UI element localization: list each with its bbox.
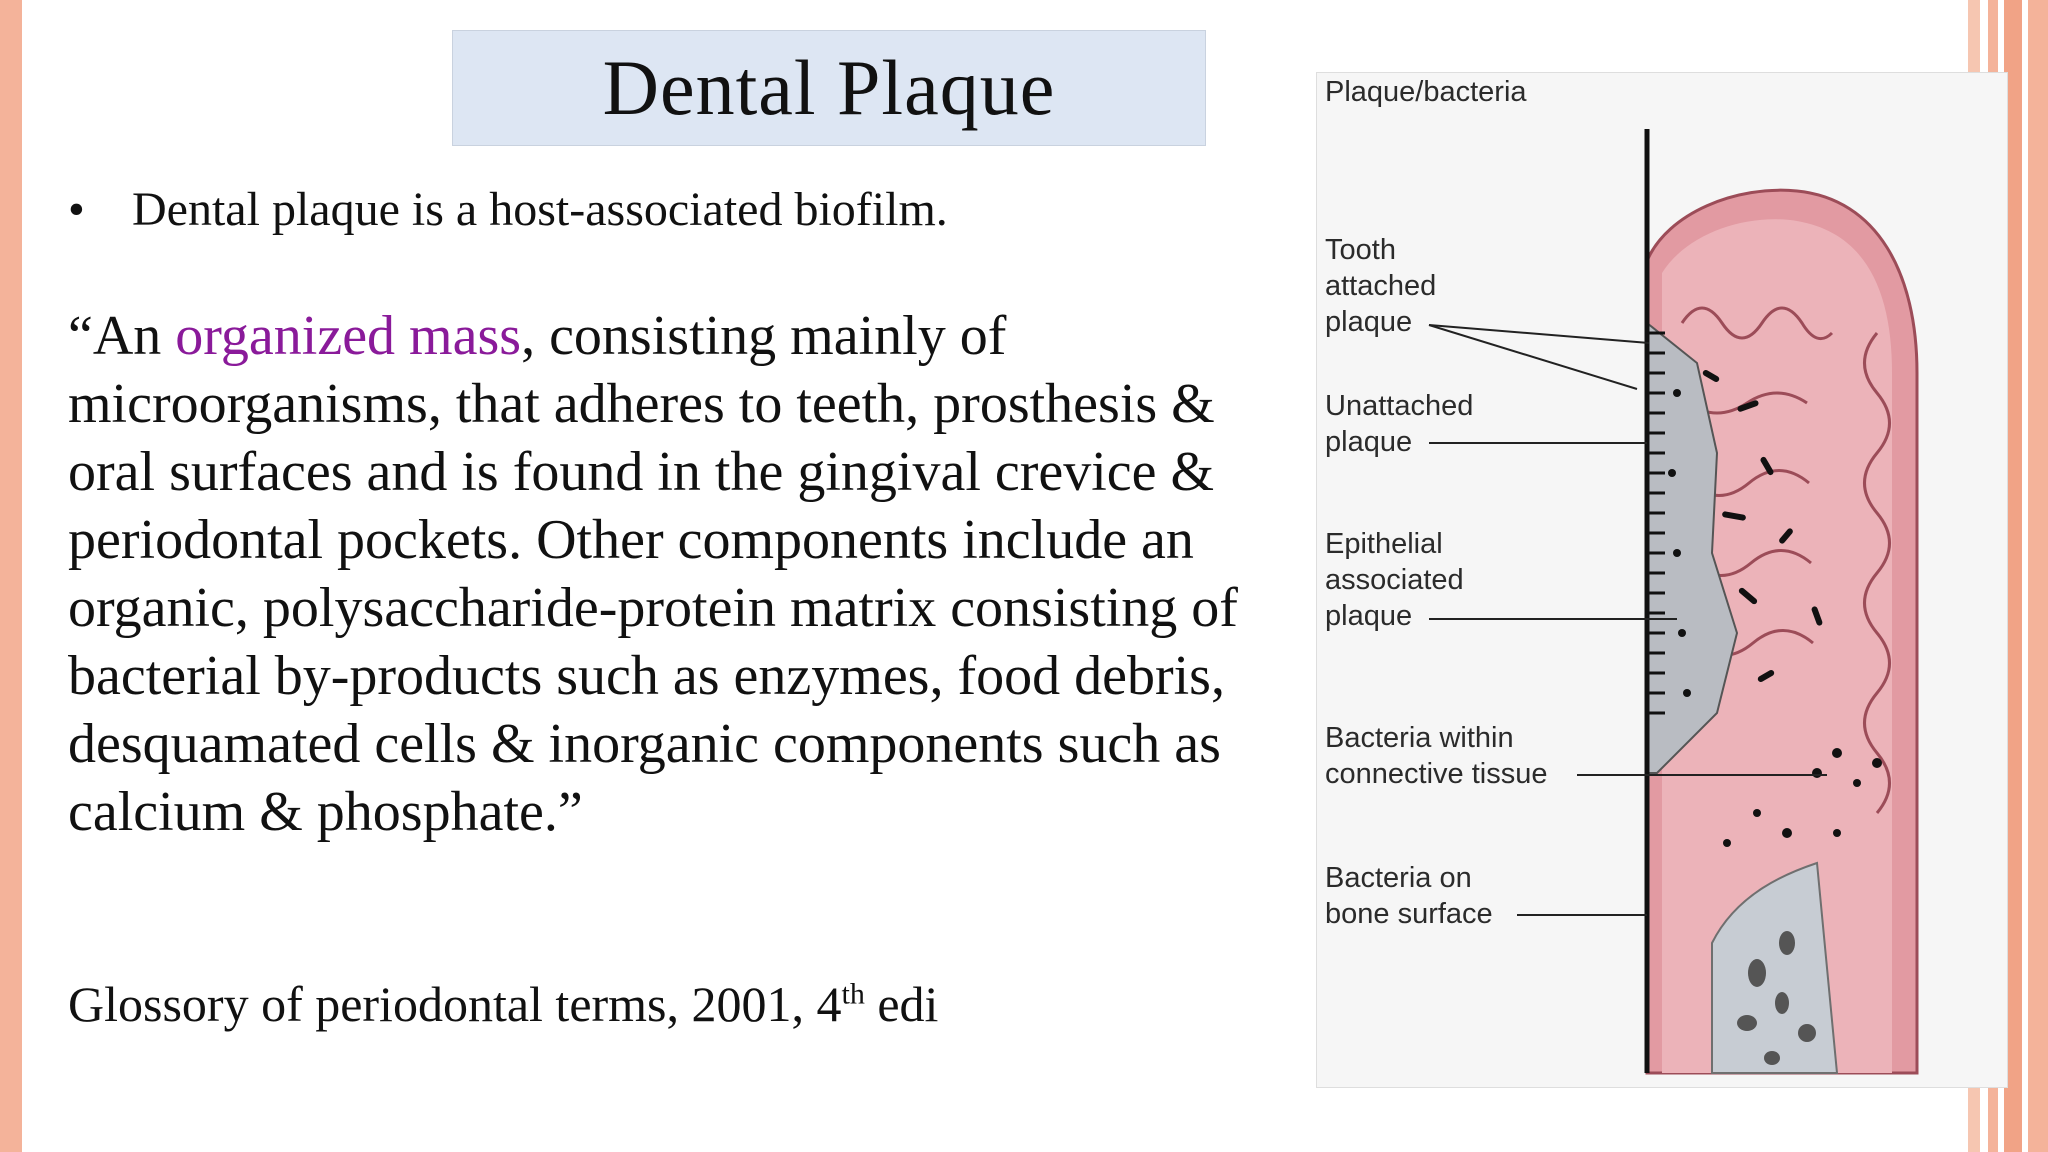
label-connective-1: Bacteria within bbox=[1325, 722, 1514, 754]
citation-superscript: th bbox=[841, 977, 865, 1011]
title-box bbox=[452, 30, 1206, 146]
label-epithelial-1: Epithelial bbox=[1325, 528, 1443, 560]
bullet-marker: • bbox=[68, 183, 85, 236]
label-tooth-attached-2: attached bbox=[1325, 270, 1437, 302]
left-accent-stripe bbox=[0, 0, 22, 1152]
figure-heading: Plaque/bacteria bbox=[1325, 76, 1527, 108]
label-unattached-1: Unattached bbox=[1325, 390, 1474, 422]
label-bone-1: Bacteria on bbox=[1325, 862, 1472, 894]
label-epithelial-3: plaque bbox=[1325, 600, 1413, 632]
leader-tooth-attached bbox=[1429, 325, 1649, 343]
quote-rest: , consisting mainly of microorganisms, that adheres to teeth, prosthesis & oral surfaces and is found in the gingival crevice & periodontal pockets. Other components include an organic, polysaccharide-protein matrix consisting of bacterial by-products such as enzymes, food debris, desquamated cells & inorganic components such as calcium & phosphate.” bbox=[68, 305, 1238, 843]
citation-suffix: edi bbox=[864, 976, 939, 1032]
plaque-diagram-svg bbox=[1317, 73, 2007, 1087]
label-connective-2: connective tissue bbox=[1325, 758, 1548, 790]
label-tooth-attached-3: plaque bbox=[1325, 306, 1413, 338]
label-bone-2: bone surface bbox=[1325, 898, 1493, 930]
label-tooth-attached-1: Tooth bbox=[1325, 234, 1396, 266]
bullet-item bbox=[68, 178, 948, 242]
quote-highlight: organized mass bbox=[175, 305, 522, 367]
citation-prefix: Glossory of periodontal terms, 2001, 4 bbox=[68, 976, 842, 1032]
plaque-diagram bbox=[1316, 72, 2008, 1088]
citation bbox=[68, 972, 938, 1036]
definition-quote bbox=[68, 302, 1308, 846]
bullet-text: Dental plaque is a host-associated biofilm. bbox=[132, 183, 948, 236]
label-unattached-2: plaque bbox=[1325, 426, 1413, 458]
leader-tooth-attached-b bbox=[1429, 325, 1637, 389]
slide-title: Dental Plaque bbox=[602, 44, 1056, 131]
label-epithelial-2: associated bbox=[1325, 564, 1464, 596]
stripe bbox=[2028, 0, 2048, 1152]
quote-open: “An bbox=[68, 305, 176, 367]
